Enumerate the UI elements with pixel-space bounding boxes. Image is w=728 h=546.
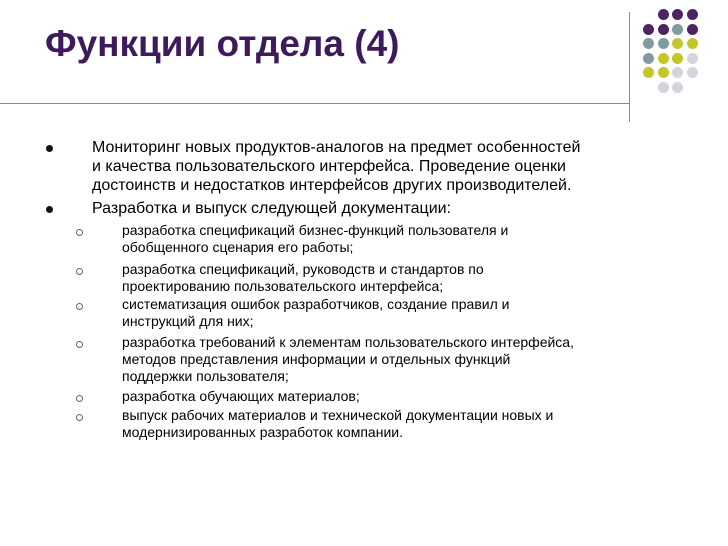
sub-bullet-marker — [76, 268, 83, 275]
sub-bullet-marker — [76, 303, 83, 310]
bullet-marker — [46, 145, 53, 152]
sub-bullet-marker — [76, 341, 83, 348]
sub-bullet-text: разработка спецификаций бизнес-функций пользователя и обобщенного сценария его работы; — [122, 222, 509, 255]
sub-bullet-text: систематизация ошибок разработчиков, создание правил и инструкций для них; — [122, 296, 510, 329]
sub-bullet-marker — [76, 395, 83, 402]
sub-bullet-text: разработка обучающих материалов; — [122, 388, 360, 404]
sub-bullet-marker — [76, 229, 83, 236]
page-title: Функции отдела (4) — [45, 23, 400, 64]
sub-bullet-text: разработка спецификаций, руководств и стандартов по проектированию пользовательского интерфейса; — [122, 261, 484, 294]
bullet-text: Разработка и выпуск следующей документации: — [92, 200, 452, 217]
bullet-marker — [46, 206, 53, 213]
sub-bullet-text: выпуск рабочих материалов и технической документации новых и модернизированных разработок компании. — [122, 407, 554, 440]
bullet-text: Мониторинг новых продуктов-аналогов на предмет особенностей и качества пользовательского интерфейса. Проведение оценки достоинств и недостатков интерфейсов других производителей. — [92, 139, 581, 194]
sub-bullet-text: разработка требований к элементам пользовательского интерфейса, методов представления информации и отдельных функций поддержки пользователя; — [122, 334, 574, 384]
sub-bullet-marker — [76, 414, 83, 421]
